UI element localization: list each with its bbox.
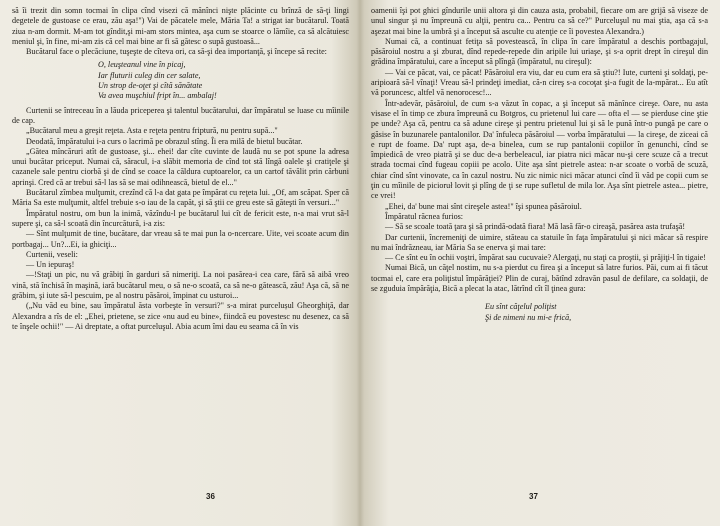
paragraph: Numai că, a continuat fetiţa să povestească, în clipa în care împăratul a deschis portbagajul, păsăroiul nostru a şi zburat, dînd repede-repede din aripile lui uriaşe, şi s-a oprit drept în cireşul din grădina împăratului, care a început să plîngă (împăratul, nu cireşul):: [371, 36, 709, 67]
verse-line: O, leuşteanul vine în picaj,: [98, 60, 186, 70]
verse: [98, 60, 349, 101]
verse-line: Eu sînt căţelul poliţist: [485, 302, 557, 312]
paragraph: Numai Bică, un căţel nostim, nu s-a pierdut cu firea şi a început să latre furios. Păi, cum ai fi tăcut tocmai el, care era poliţistul împărăţiei? Plin de curaj, bătînd zdravăn pasul de defilare, ca soldaţii, de se zguduia împărăţia, Bică a plecat la atac, lătrînd cît îl ţinea gura:: [371, 263, 709, 294]
verse: [485, 302, 708, 323]
paragraph: — Un iepuraş!: [26, 260, 75, 270]
paragraph: „Ehei, da' bune mai sînt cireşele astea!" îşi spunea păsăroiul.: [385, 201, 582, 211]
paragraph: „Gătea mîncăruri atît de gustoase, şi... ehei! dar cîte cuvinte de laudă nu se pot spune la adresa unui bucătar priceput. Numai că, săracul, i-a slăbit memoria de cînd tot stă lîngă oalele şi cratiţele şi cazanele sale pentru ciorbă şi de cînd se coace la căldura cuptoarelor, ca un cartof tăvălit prin cărbuni aprinşi. Cred că ar trebui să-l las să se mai odihnească, bietul de el...": [12, 146, 350, 187]
paragraph: („Nu văd eu bine, sau împăratul ăsta vorbeşte în versuri?" s-a mirat purcelușul Gheorghiţă, dar Alexandra a rîs de el: „Ehei, prietene, se zice «nu aud eu bine», fiindcă eu povestesc nu desenez, ca să te înşele ochii!" — Ai dreptate, a oftat purceluşul. Abia acum îmi dau eu seama că în vis: [12, 301, 350, 331]
paragraph: Bucătarul zîmbea mulţumit, crezînd că l-a dat gata pe împărat cu reţeta lui. „Of, am scăpat. Sper că Măria Sa este mulţumit, altfel trebuie s-o iau de la capăt, şi să ştii ce greu este să găteşti în versuri...": [12, 188, 349, 208]
paragraph: Dar curtenii, încremeniţi de uimire, stăteau ca statuile în faţa împăratului şi nici măcar să respire nu mai îndrăzneau, iar Măria Sa se enerva şi mai tare:: [371, 232, 708, 252]
paragraph: să îi trezit din somn tocmai în clipa cînd visezi că mănînci nişte plăcinte cu brînză de să-ţi lingi degetele de gustoase ce erau, zău aşa!") Vai de păcatele mele, Măria Ta! a strigat iar bucătarul. Toată ziua n-am dormit. M-am tot gîndit,şi mi-am stors mintea, aşa cum se stoarce o lămîie, ca să alcătuiesc meniul şi, în fine, mi-am zis că cel mai bine ar fi să gătesc o supă gustoasă...: [12, 6, 350, 46]
paragraph: — Sînt mulţumit de tine, bucătare, dar vreau să te mai pun la o-ncercare. Uite, vei scoate acum din portbagaj... Un?...Ei, ia ghiciţi...: [12, 229, 349, 249]
verse-line: Un strop de-oţet şi cîtă sănătate: [98, 81, 203, 91]
left-page-text: [12, 6, 349, 332]
paragraph: — Ce sînt eu în ochii voştri, împărat sau cucuvaie? Alergaţi, nu staţi ca proştii, şi prăjiţi-l în tigaie!: [385, 253, 706, 263]
paragraph: Curtenii se întreceau în a lăuda priceperea şi talentul bucătarului, dar împăratul se luase cu mîinile de cap.: [12, 105, 349, 125]
page-number: 36: [206, 492, 215, 501]
paragraph: Într-adevăr, păsăroiul, de cum s-a văzut în copac, a şi început să mănînce cireşe. Oare, nu asta visase el în timp ce zbura împreună cu Botgros, cu prietenul lui care — ofta el — se pierduse cine ştie pe unde? Aşa că, pentru ca să adune cireşe şi pentru prietenul lui şi să le pună într-o pungă pe care o găsise în buzunarele pantalonilor. Da' înfuleca păsăroiul — vorba împăratului — la cireşe, de ziceai că e rupt de foame. Da' rupt aşa, de-a binelea, cum se rup pantalonii copiilor în genunchi, cînd se împiedică de vreo piatră şi se duc de-a berbeleacul, iar piatra nici măcar nu-şi cere scuze că a trecut strada tocmai cînd fugeau copiii pe acolo. Uite aşa sînt pietrele astea: n-ar scoate o vorbă de scuză, chiar cînd sînt vinovate, ca în cazul nostru. Nu zic nimic nici măcar atunci cînd îi văd pe copii cum se ţin cu mîinile de picioruł lovit şi plîng de ţi se rupe sufletul de mila lor. Aşa sînt pietrele astea... pietre, ce vrei!: [371, 98, 709, 201]
verse-line: Iar fluturii culeg din cer salate,: [98, 70, 201, 80]
right-page-text: [371, 6, 708, 323]
paragraph: oamenii îşi pot ghici gîndurile unii altora şi din cauza asta, probabil, fiecare om are grijă să viseze de unul singur şi nu împreună cu alţii, pentru ca... Pentru ca să ce?" Purceluşul nu mai ştia, aşa că s-a aşezat mai bine la umbră şi a început să asculte cu atenţie ce îi povestea Alexandra.): [371, 6, 709, 36]
verse-line: Va avea muşchiul fript în... ambalaj!: [98, 91, 217, 101]
paragraph: „Bucătarul meu a greşit reţeta. Asta e reţeta pentru friptură, nu pentru supă...": [26, 126, 278, 136]
right-page: [361, 0, 720, 526]
paragraph: Împăratul nostru, om bun la inimă, văzîndu-l pe bucătarul lui cît de fericit este, n-a mai vrut să-l supere şi, ca să-l scoată din încurcătură, i-a zis:: [12, 208, 349, 228]
page-number: 37: [529, 492, 538, 501]
paragraph: — Să se scoale toată ţara şi să prindă-odată fiara! Mă lasă făr-o cireaşă, pasărea asta trufaşă!: [385, 222, 686, 232]
paragraph: —!Staţi un pic, nu vă grăbiţi în garduri să nimeriţi. La noi pasărea-i cea care, fără să aibă vreo vină, stă închisă în maşină, iară bucătarul meu, o să ne-o scoată, ca să ne-o gătească, zău! Aşa că, să ne grăbim, şi iute să-l pescuim, pe al nostru păsăroi, împinat cu usturoi...: [12, 270, 349, 301]
verse-line: Şi de nimeni nu mi-e frică,: [485, 312, 572, 322]
paragraph: Împăratul răcnea furios:: [385, 211, 464, 221]
paragraph: — Vai ce păcat, vai, ce păcat! Păsăroiul era viu, dar eu cum era să ştiu?! Iute, curteni şi soldaţi, pe-aripioară să-l vînaţi! Vreau să-l prindeţi imediat, că-n cireş s-a cocoţat şi-a fugit de la-mpărat... Eu atît vă poruncesc, altfel vă nenorocesc!...: [371, 67, 709, 98]
left-page: [0, 0, 359, 526]
paragraph: Curtenii, veseli:: [26, 249, 78, 259]
paragraph: Bucătarul face o plecăciune, tuşeşte de cîteva ori, ca să-şi dea importanţă, şi începe să recite:: [26, 47, 327, 57]
paragraph: Deodată, împăratului i-a curs o lacrimă pe obrazul stîng. Îi era milă de bietul bucătar.: [26, 136, 303, 146]
